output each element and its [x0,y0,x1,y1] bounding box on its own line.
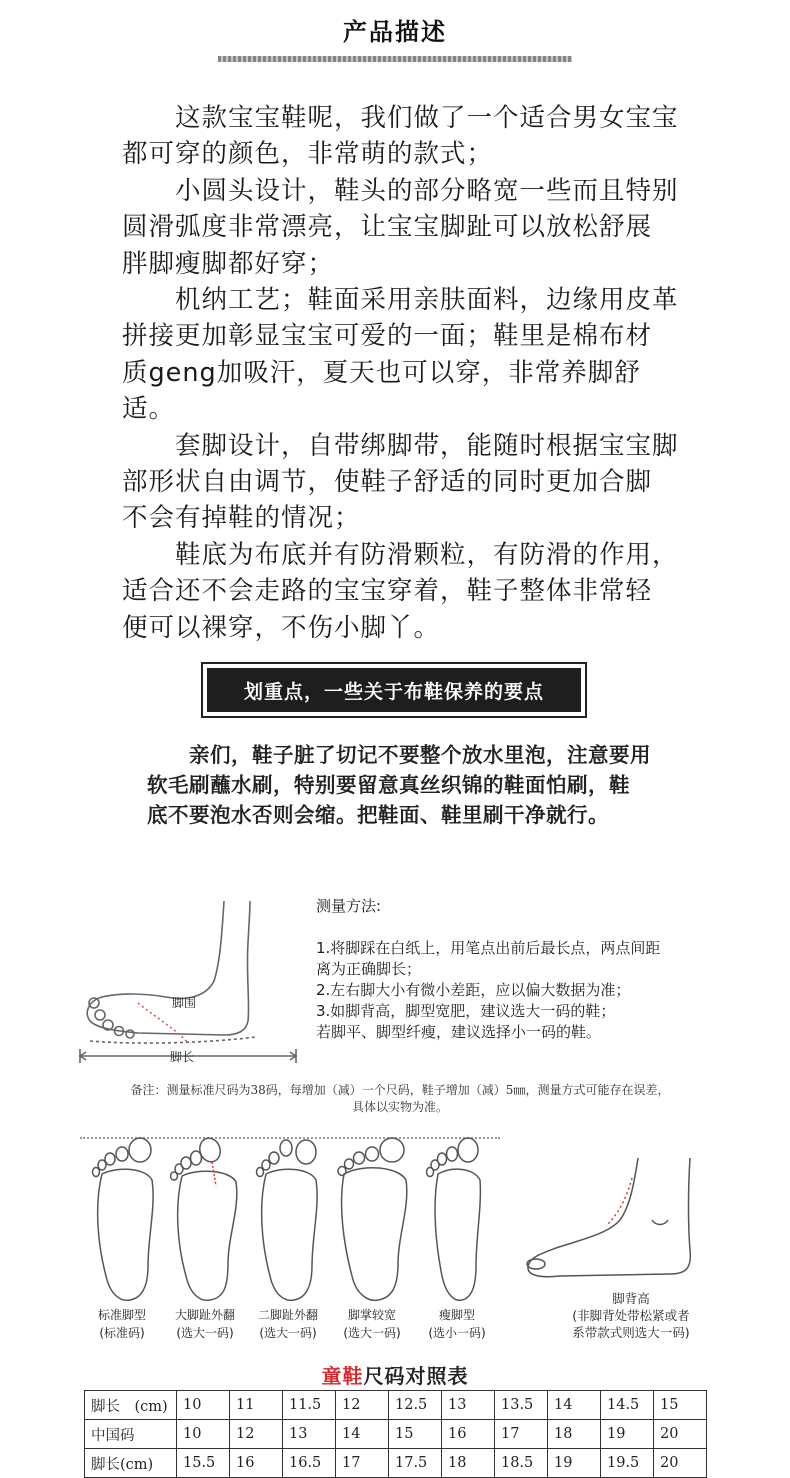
foot-length-label: 脚长 [169,1050,195,1064]
care-line: 亲们，鞋子脏了切记不要整个放水里泡，注意要用 [147,743,651,767]
care-line: 底不要泡水否则会缩。把鞋面、鞋里刷干净就行。 [147,803,609,827]
table-cell: 11.5 [283,1391,336,1420]
table-cell: 17 [495,1420,548,1449]
table-row-header: 脚长(cm) [85,1449,177,1478]
description-line: 适。 [122,394,176,425]
table-cell: 17 [336,1449,389,1478]
foot-type-name: 标准脚型 [97,1308,146,1322]
measure-title: 测量方法: [316,897,382,915]
foot-outline-slim-icon [420,1136,498,1306]
table-cell: 12 [230,1420,283,1449]
foot-type-advice: (选大一码) [259,1326,317,1340]
description-line: 拼接更加彰显宝宝可爱的一面；鞋里是棉布材 [122,321,653,352]
description-line: 胖脚瘦脚都好穿； [122,248,335,279]
measure-step: 离为正确脚长； [316,960,422,978]
measure-step: 若脚平、脚型纤瘦，建议选择小一码的鞋。 [316,1023,602,1041]
table-cell: 20 [654,1420,707,1449]
measure-step: 2.左右脚大小有微小差距，应以偏大数据为准； [316,981,631,999]
size-table-title-rest: 尺码对照表 [363,1364,469,1388]
table-cell: 20 [654,1449,707,1478]
table-cell: 15.5 [177,1449,230,1478]
table-cell: 13.5 [495,1391,548,1420]
foot-type-name: 大脚趾外翻 [174,1308,235,1322]
table-cell: 14 [548,1391,601,1420]
table-cell: 14 [336,1420,389,1449]
arch-advice: 系带款式则选大一码) [572,1325,690,1340]
table-cell: 12 [336,1391,389,1420]
size-table-title-accent: 童鞋 [321,1364,364,1388]
foot-girth-label: 脚围 [172,996,197,1010]
description-line: 鞋底为布底并有防滑颗粒，有防滑的作用， [122,539,679,570]
foot-type-advice: (选大一码) [343,1326,401,1340]
table-row [85,1449,707,1478]
description-line: 部形状自由调节，使鞋子舒适的同时更加合脚 [122,467,653,498]
table-cell: 15 [389,1420,442,1449]
arch-advice: (非脚背处带松紧或者 [572,1308,690,1323]
table-cell: 16 [442,1420,495,1449]
table-cell: 18 [442,1449,495,1478]
foot-type-advice: (选大一码) [176,1326,234,1340]
arch-label [556,1290,706,1341]
care-notice-title: 划重点，一些关于布鞋保养的要点 [207,668,581,712]
foot-type-advice: (标准码) [99,1326,145,1340]
note-line: 具体以实物为准。 [351,1100,448,1114]
table-cell: 13 [283,1420,336,1449]
table-cell: 12.5 [389,1391,442,1420]
description-line: 机纳工艺；鞋面采用亲肤面料，边缘用皮革 [122,285,679,316]
arch-name: 脚背高 [612,1291,650,1306]
description-line: 不会有掉鞋的情况； [122,503,361,534]
foot-type-bunion [160,1306,250,1342]
foot-outline-standard-icon [88,1136,166,1306]
foot-type-name: 二脚趾外翻 [257,1308,318,1322]
table-cell: 19 [548,1449,601,1478]
foot-type-second-toe [243,1306,333,1342]
foot-type-advice: (选小一码) [428,1326,486,1340]
care-instructions [147,740,687,830]
table-cell: 14.5 [601,1391,654,1420]
table-cell: 19 [601,1420,654,1449]
table-cell: 13 [442,1391,495,1420]
table-cell: 18 [548,1420,601,1449]
foot-type-name: 脚掌较宽 [347,1308,396,1322]
size-table-title [0,1360,790,1389]
foot-type-wide [327,1306,417,1342]
measure-step: 1.将脚踩在白纸上，用笔点出前后最长点，两点间距 [316,939,661,957]
table-row [85,1420,707,1449]
care-notice-banner [201,662,587,718]
table-cell: 15 [654,1391,707,1420]
size-note [60,1082,740,1116]
size-chart-table [84,1390,707,1478]
table-cell: 18.5 [495,1449,548,1478]
foot-type-standard [77,1306,167,1342]
foot-type-name: 瘦脚型 [438,1308,475,1322]
description-line: 圆滑弧度非常漂亮，让宝宝脚趾可以放松舒展 [122,212,653,243]
description-line: 质geng加吸汗，夏天也可以穿，非常养脚舒 [122,357,641,388]
table-cell: 17.5 [389,1449,442,1478]
foot-type-slim [412,1306,502,1342]
description-line: 套脚设计，自带绑脚带，能随时根据宝宝脚 [122,430,679,461]
description-line: 小圆头设计，鞋头的部分略宽一些而且特别 [122,175,679,206]
product-description [122,100,702,646]
table-cell: 11 [230,1391,283,1420]
description-line: 都可穿的颜色，非常萌的款式； [122,139,494,170]
foot-outline-bunion-icon [170,1136,248,1306]
high-arch-foot-icon [520,1150,700,1290]
table-cell: 16 [230,1449,283,1478]
table-cell: 19.5 [601,1449,654,1478]
care-line: 软毛刷蘸水刷，特别要留意真丝织锦的鞋面怕刷，鞋 [147,773,630,797]
table-cell: 10 [177,1420,230,1449]
foot-measure-illustration [78,893,308,1073]
table-row [85,1391,707,1420]
page-title: 产品描述 [343,18,447,46]
table-row-header: 脚长 (cm) [85,1391,177,1420]
description-line: 便可以裸穿，不伤小脚丫。 [122,612,441,643]
description-line: 这款宝宝鞋呢，我们做了一个适合男女宝宝 [122,103,679,133]
foot-outline-wide-icon [336,1136,414,1306]
note-line: 备注：测量标准尺码为38码，每增加（减）一个尺码，鞋子增加（减）5㎜，测量方式可能存在误差， [130,1083,670,1097]
table-cell: 16.5 [283,1449,336,1478]
title-underline [218,56,572,62]
measure-step: 3.如脚背高，脚型宽肥，建议选大一码的鞋； [316,1002,616,1020]
table-row-header: 中国码 [85,1420,177,1449]
description-line: 适合还不会走路的宝宝穿着，鞋子整体非常轻 [122,576,653,607]
foot-outline-second-toe-icon [252,1136,330,1306]
table-cell: 10 [177,1391,230,1420]
measure-method [316,896,736,1043]
